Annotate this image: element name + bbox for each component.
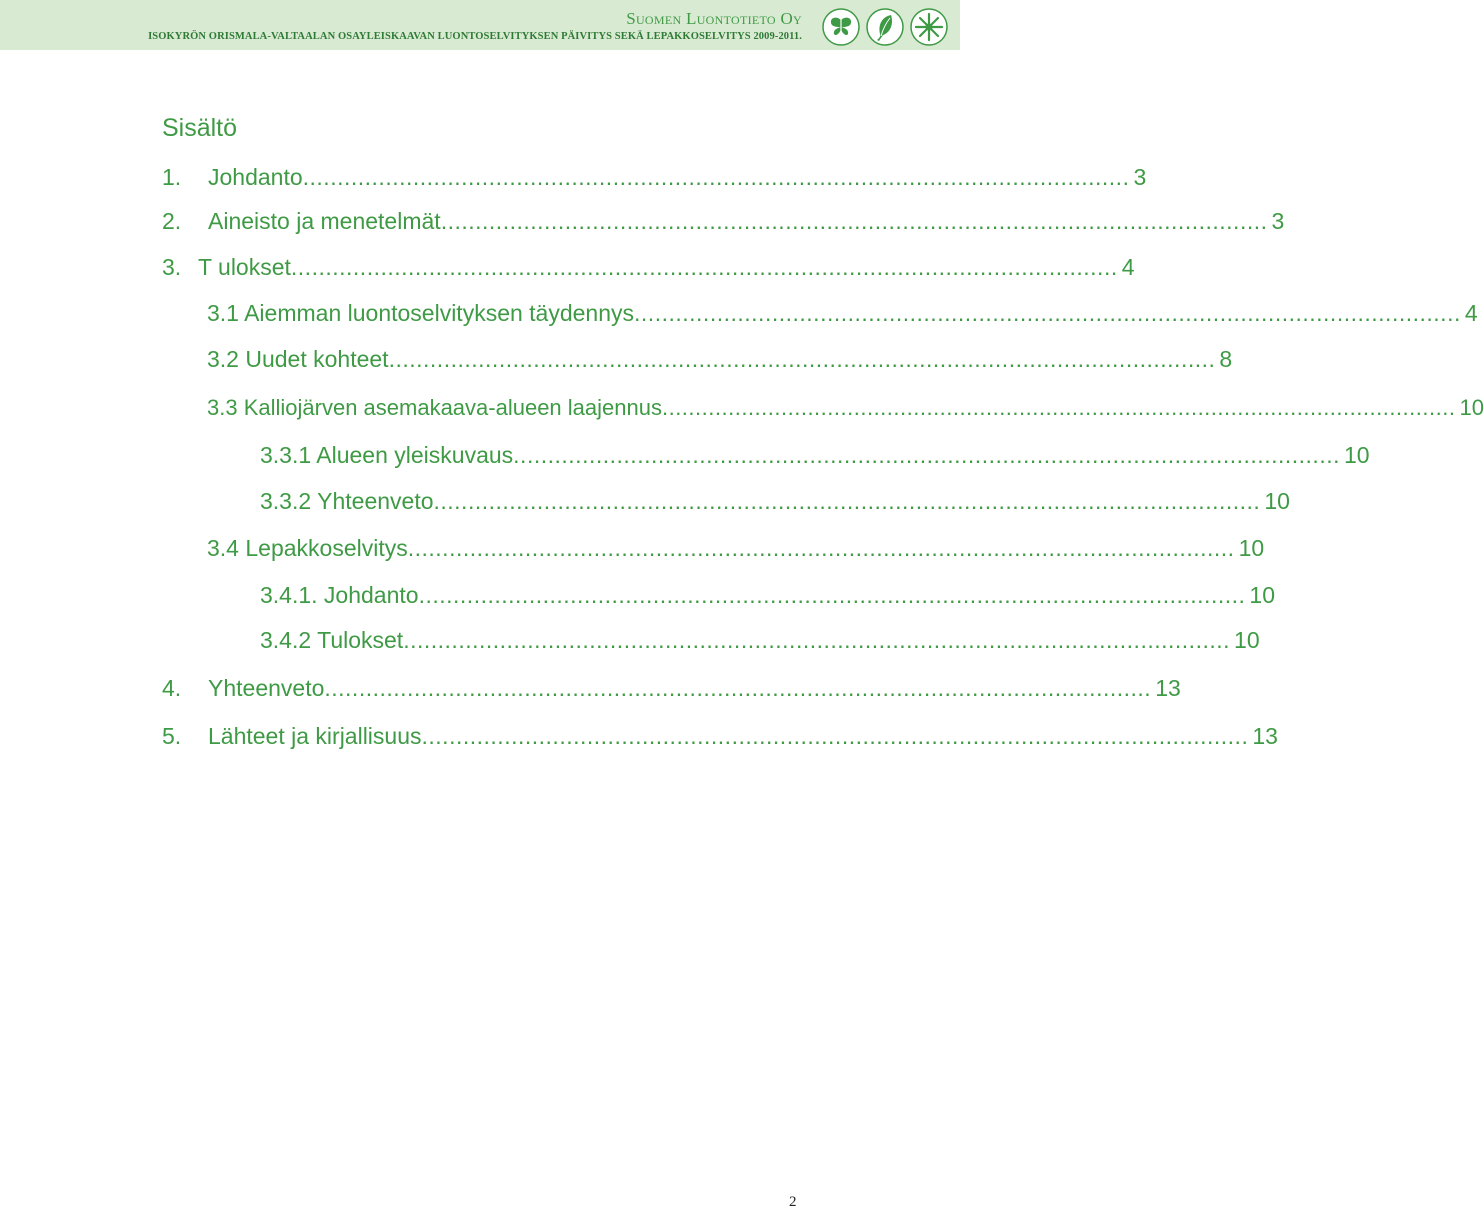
page-number: 2: [789, 1194, 797, 1210]
company-name: Suomen Luontotieto Oy: [626, 9, 802, 28]
toc-entry-yhteenveto[interactable]: [162, 673, 1181, 703]
toc-heading: Sisältö: [162, 114, 238, 142]
toc-entry-leader: ........................................................................................................................: [302, 164, 1130, 190]
toc-entry-3-3[interactable]: [207, 393, 1484, 423]
toc-entry-page: 10: [1459, 395, 1484, 420]
toc-entry-page: 3: [1133, 164, 1147, 190]
toc-entry-number: 2.: [162, 208, 182, 234]
toc-entry-page: 10: [1344, 442, 1370, 468]
toc-entry-number: 1.: [162, 164, 182, 190]
toc-entry-page: 8: [1219, 346, 1233, 372]
toc-entry-page: 10: [1234, 627, 1260, 653]
toc-entry-3-4-1[interactable]: [260, 580, 1275, 610]
toc-entry-3-3-2[interactable]: [260, 486, 1290, 516]
toc-entry-leader: ........................................................................................................................: [407, 535, 1235, 561]
toc-entry-title: 3.4 Lepakkoselvitys: [207, 535, 408, 561]
toc-entry-leader: ........................................................................................................................: [421, 723, 1249, 749]
toc-entry-number: 4.: [162, 675, 182, 701]
toc-entry-page: 3: [1271, 208, 1285, 234]
toc-entry-page: 13: [1252, 723, 1278, 749]
toc-entry-page: 10: [1249, 582, 1275, 608]
toc-entry-title: Lähteet ja kirjallisuus: [208, 723, 422, 749]
toc-entry-johdanto[interactable]: [162, 162, 1147, 192]
toc-entry-title: Johdanto: [208, 164, 303, 190]
toc-entry-leader: ........................................................................................................................: [513, 442, 1340, 468]
toc-entry-3-3-1[interactable]: [260, 440, 1370, 470]
toc-entry-page: 10: [1238, 535, 1265, 561]
report-title: ISOKYRÖN ORISMALA-VALTAALAN OSAYLEISKAAVAN LUONTOSELVITYKSEN PÄIVITYS SEKÄ LEPAKKOSELVITYS 2009-2011.: [148, 31, 802, 42]
toc-entry-title: 3.1 Aiemman luontoselvityksen täydennys: [207, 300, 635, 326]
toc-entry-leader: ........................................................................................................................: [634, 300, 1461, 326]
toc-entry-leader: ........................................................................................................................: [433, 488, 1261, 514]
toc-entry-leader: ........................................................................................................................: [290, 254, 1118, 280]
toc-entry-leader: ........................................................................................................................: [324, 675, 1152, 701]
toc-entry-title: 3.3.1 Alueen yleiskuvaus: [260, 442, 514, 468]
toc-entry-3-4-2[interactable]: [260, 625, 1260, 655]
toc-entry-lahteet[interactable]: [162, 721, 1278, 751]
toc-entry-number: 3.: [162, 254, 182, 280]
toc-entry-3-2[interactable]: [207, 344, 1233, 374]
toc-entry-leader: ........................................................................................................................: [440, 208, 1268, 234]
toc-entry-title: 3.4.1. Johdanto: [260, 582, 419, 608]
toc-entry-title: Aineisto ja menetelmät: [208, 208, 441, 234]
toc-entry-tulokset[interactable]: [162, 252, 1135, 282]
toc-entry-page: 10: [1264, 488, 1290, 514]
toc-entry-title: Yhteenveto: [208, 675, 325, 701]
toc-entry-leader: ........................................................................................................................: [403, 627, 1231, 653]
toc-entry-leader: ........................................................................................................................: [418, 582, 1246, 608]
toc-entry-leader: ........................................................................................................................: [661, 395, 1456, 420]
toc-entry-page: 4: [1464, 300, 1478, 326]
toc-entry-number: 5.: [162, 723, 182, 749]
toc-entry-page: 4: [1121, 254, 1135, 280]
toc-entry-title: 3.2 Uudet kohteet: [207, 346, 389, 372]
toc-entry-title: 3.3 Kalliojärven asemakaava-alueen laajennus: [207, 395, 662, 420]
toc-entry-title: 3.4.2 Tulokset: [260, 627, 404, 653]
toc-entry-aineisto[interactable]: [162, 206, 1285, 236]
toc-entry-3-4[interactable]: [207, 533, 1265, 563]
toc-entry-title: 3.3.2 Yhteenveto: [260, 488, 434, 514]
toc-entry-title: T ulokset: [198, 254, 291, 280]
toc-entry-leader: ........................................................................................................................: [388, 346, 1216, 372]
toc-entry-page: 13: [1155, 675, 1181, 701]
toc-entry-3-1[interactable]: [207, 298, 1478, 328]
